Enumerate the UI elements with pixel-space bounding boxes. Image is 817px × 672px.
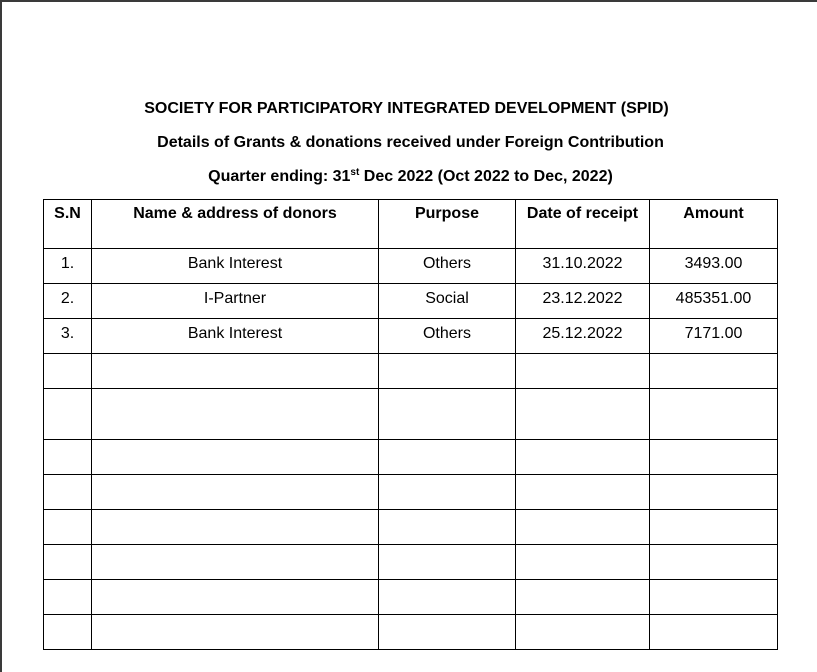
cell-purpose: Others (379, 249, 516, 284)
cell-date: 25.12.2022 (516, 319, 650, 354)
header-name: Name & address of donors (92, 200, 379, 249)
table-header-row (44, 200, 778, 249)
cell-amount: 3493.00 (650, 249, 778, 284)
page-border-top (0, 0, 817, 2)
cell-date: 23.12.2022 (516, 284, 650, 319)
quarter-suffix: Dec 2022 (Oct 2022 to Dec, 2022) (359, 168, 613, 185)
cell-purpose: Social (379, 284, 516, 319)
empty-row (44, 354, 778, 389)
quarter-prefix: Quarter ending: 31 (208, 168, 351, 185)
document-subtitle: Details of Grants & donations received under Foreign Contribution (157, 134, 664, 151)
quarter-superscript: st (350, 167, 360, 178)
empty-row (44, 510, 778, 545)
empty-row (44, 615, 778, 650)
cell-purpose: Others (379, 319, 516, 354)
empty-row (44, 475, 778, 510)
cell-sn: 3. (44, 319, 92, 354)
cell-sn: 2. (44, 284, 92, 319)
table-row (44, 284, 778, 319)
cell-name: Bank Interest (92, 249, 379, 284)
cell-name: I-Partner (92, 284, 379, 319)
empty-row (44, 440, 778, 475)
header-sn: S.N (44, 200, 92, 249)
cell-amount: 485351.00 (650, 284, 778, 319)
cell-date: 31.10.2022 (516, 249, 650, 284)
header-date: Date of receipt (516, 200, 650, 249)
empty-row (44, 389, 778, 440)
quarter-line (2, 168, 817, 186)
table-row (44, 249, 778, 284)
document-title: SOCIETY FOR PARTICIPATORY INTEGRATED DEVELOPMENT (SPID) (144, 100, 669, 117)
empty-row (44, 545, 778, 580)
header-purpose: Purpose (379, 200, 516, 249)
donations-table (43, 199, 778, 650)
table-row (44, 319, 778, 354)
header-amount: Amount (650, 200, 778, 249)
cell-amount: 7171.00 (650, 319, 778, 354)
empty-row (44, 580, 778, 615)
cell-name: Bank Interest (92, 319, 379, 354)
cell-sn: 1. (44, 249, 92, 284)
